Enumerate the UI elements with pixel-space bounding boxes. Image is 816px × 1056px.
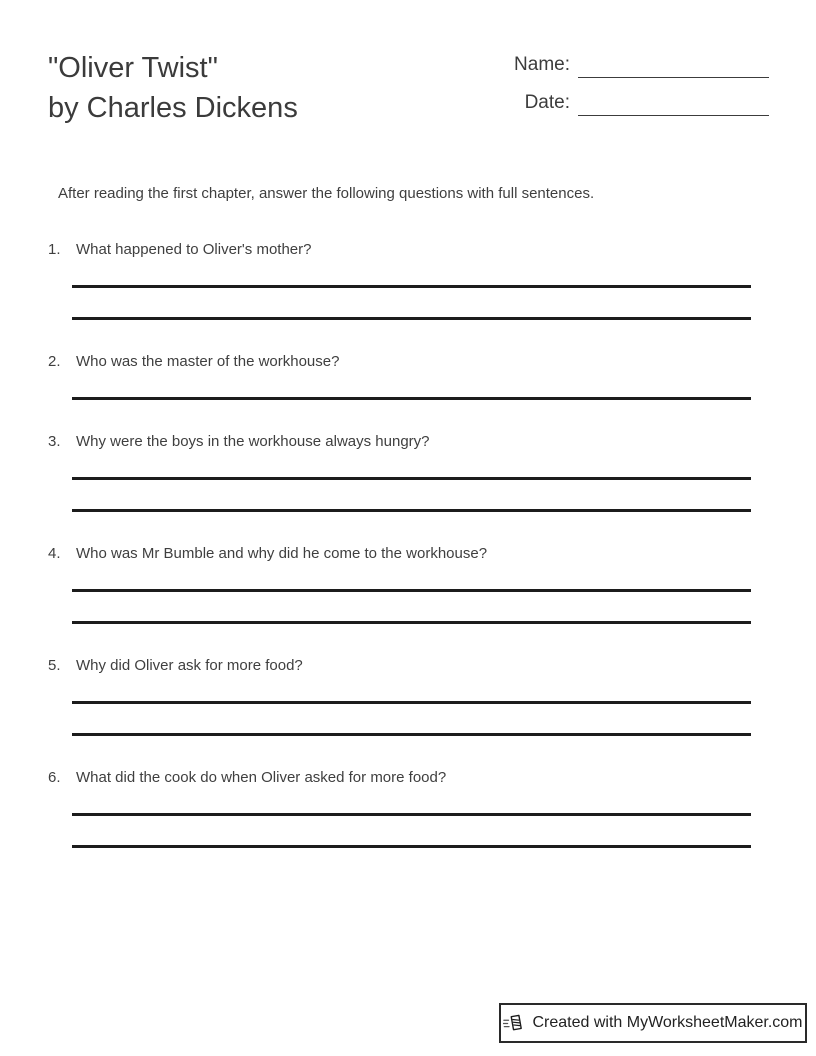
question-block [48,768,751,848]
credit-badge [499,1003,807,1043]
question-number: 3. [48,433,61,450]
answer-line [72,701,751,704]
date-label: Date: [524,92,570,113]
answer-line [72,589,751,592]
question-block [48,432,751,512]
questions-list [48,240,751,880]
question-text: Why did Oliver ask for more food? [76,657,303,674]
answer-line [72,317,751,320]
answer-line [72,285,751,288]
question-text: Who was the master of the workhouse? [76,353,340,370]
question-number: 2. [48,353,61,370]
answer-line [72,509,751,512]
answer-line [72,397,751,400]
question-block [48,240,751,320]
answer-lines [72,397,751,400]
question-number: 4. [48,545,61,562]
question-text: What did the cook do when Oliver asked for more food? [76,769,447,786]
question-number: 6. [48,769,61,786]
answer-lines [72,285,751,320]
question-row [48,352,751,372]
question-row [48,656,751,676]
question-text: What happened to Oliver's mother? [76,241,312,258]
question-number: 5. [48,657,61,674]
question-row [48,768,751,788]
question-text: Why were the boys in the workhouse always hungry? [76,433,430,450]
question-row [48,432,751,452]
title-line-2: by Charles Dickens [48,92,298,124]
question-row [48,240,751,260]
answer-line [72,813,751,816]
date-blank-line [578,91,769,116]
question-number: 1. [48,241,61,258]
question-row [48,544,751,564]
answer-line [72,621,751,624]
answer-line [72,845,751,848]
answer-lines [72,589,751,624]
answer-lines [72,477,751,512]
question-block [48,656,751,736]
date-row [500,88,769,116]
answer-lines [72,813,751,848]
answer-line [72,477,751,480]
instructions-text: After reading the first chapter, answer the following questions with full sentences. [58,185,595,202]
name-label: Name: [514,54,570,75]
credit-text: Created with MyWorksheetMaker.com [532,1014,803,1031]
name-row [500,50,769,78]
name-date-block [500,50,769,126]
title-line-1: "Oliver Twist" [48,52,218,84]
answer-line [72,733,751,736]
name-blank-line [578,53,769,78]
answer-lines [72,701,751,736]
question-block [48,544,751,624]
question-text: Who was Mr Bumble and why did he come to the workhouse? [76,545,488,562]
worksheet-title [48,48,298,128]
question-block [48,352,751,400]
flying-worksheet-icon [503,1011,525,1035]
